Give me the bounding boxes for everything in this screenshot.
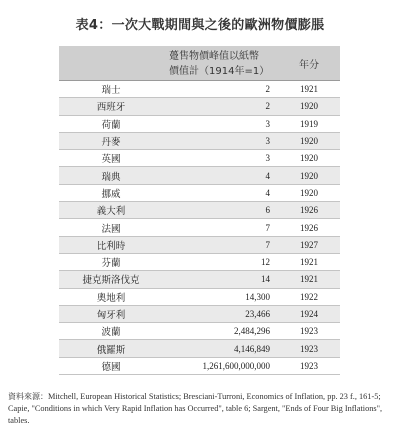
inflation-table xyxy=(59,46,340,375)
cell-peak-price: 4,146,849 xyxy=(234,343,270,354)
cell-year: 1927 xyxy=(300,239,318,250)
cell-year: 1921 xyxy=(300,274,318,285)
header-peak-price xyxy=(163,46,278,80)
cell-year: 1921 xyxy=(300,84,318,95)
table-row xyxy=(59,254,340,271)
cell-peak-price: 2 xyxy=(265,84,270,95)
source-note xyxy=(8,391,394,427)
table-row xyxy=(59,323,340,340)
source-text: Mitchell, European Historical Statistics; Bresciani-Turroni, Economics of Inflation, pp. 23 f., 161-5; Capie, "Conditions in which Very Rapid Inflation has Occurred", table 6; Sargent, "Ends of Four Big Inflations", tables. xyxy=(8,392,383,425)
table-row xyxy=(59,289,340,306)
cell-country: 荷蘭 xyxy=(101,119,121,131)
cell-year: 1926 xyxy=(300,205,318,216)
cell-year: 1920 xyxy=(300,101,318,112)
table-row xyxy=(59,150,340,167)
cell-year: 1924 xyxy=(300,309,318,319)
cell-country: 匈牙利 xyxy=(96,310,126,321)
cell-peak-price: 3 xyxy=(265,118,270,129)
table-row xyxy=(59,98,340,115)
cell-year: 1920 xyxy=(300,153,318,164)
cell-country: 芬蘭 xyxy=(101,258,121,270)
cell-year: 1922 xyxy=(300,291,318,302)
cell-year: 1920 xyxy=(300,170,318,181)
cell-year: 1923 xyxy=(300,343,318,354)
cell-year: 1926 xyxy=(300,222,318,233)
cell-peak-price: 1,261,600,000,000 xyxy=(202,360,270,371)
cell-peak-price: 2,484,296 xyxy=(234,326,270,337)
table-row xyxy=(59,167,340,184)
cell-peak-price: 23,466 xyxy=(245,309,270,319)
cell-peak-price: 3 xyxy=(265,153,270,164)
cell-country: 瑞典 xyxy=(101,171,121,183)
header-year: 年分 xyxy=(299,59,319,71)
cell-country: 奧地利 xyxy=(96,292,126,304)
cell-peak-price: 4 xyxy=(265,170,270,181)
table-row xyxy=(59,237,340,254)
cell-peak-price: 7 xyxy=(265,239,270,250)
table-row xyxy=(59,185,340,202)
table-row xyxy=(59,81,340,98)
cell-peak-price: 2 xyxy=(265,101,270,112)
cell-year: 1920 xyxy=(300,187,318,198)
cell-peak-price: 3 xyxy=(265,136,270,147)
table-row xyxy=(59,219,340,236)
cell-country: 瑞士 xyxy=(101,85,121,97)
table-row xyxy=(59,271,340,288)
source-label: 資料來源： xyxy=(8,392,48,401)
cell-year: 1919 xyxy=(300,118,318,129)
cell-peak-price: 7 xyxy=(265,222,270,233)
cell-country: 波蘭 xyxy=(101,327,121,339)
cell-peak-price: 12 xyxy=(261,257,270,268)
table-row xyxy=(59,116,340,133)
cell-country: 義大利 xyxy=(96,206,126,218)
header-peak-price-line2: 價值計（1914年=1） xyxy=(169,66,270,77)
cell-country: 法國 xyxy=(101,223,121,235)
cell-country: 捷克斯洛伐克 xyxy=(82,275,140,287)
cell-country: 英國 xyxy=(101,154,121,166)
cell-year: 1923 xyxy=(300,360,318,371)
header-country xyxy=(59,46,163,80)
table-row xyxy=(59,133,340,150)
table-row xyxy=(59,306,340,323)
cell-year: 1923 xyxy=(300,326,318,337)
table-body xyxy=(59,81,340,375)
cell-year: 1920 xyxy=(300,136,318,147)
table-header xyxy=(59,46,340,81)
table-row xyxy=(59,358,340,375)
cell-country: 丹麥 xyxy=(101,137,121,149)
cell-country: 挪威 xyxy=(101,188,121,200)
cell-country: 比利時 xyxy=(96,240,126,252)
cell-country: 德國 xyxy=(101,361,121,373)
table-title: 表4：一次大戰期間與之後的歐洲物價膨脹 xyxy=(75,18,325,33)
cell-country: 俄羅斯 xyxy=(96,344,126,356)
header-peak-price-line1: 躉售物價峰值以紙幣 xyxy=(169,51,259,62)
table-row xyxy=(59,202,340,219)
cell-peak-price: 6 xyxy=(265,205,270,216)
cell-year: 1921 xyxy=(300,257,318,268)
cell-peak-price: 4 xyxy=(265,187,270,198)
table-row xyxy=(59,340,340,357)
cell-peak-price: 14,300 xyxy=(245,291,270,302)
cell-peak-price: 14 xyxy=(261,274,270,285)
cell-country: 西班牙 xyxy=(96,102,126,114)
